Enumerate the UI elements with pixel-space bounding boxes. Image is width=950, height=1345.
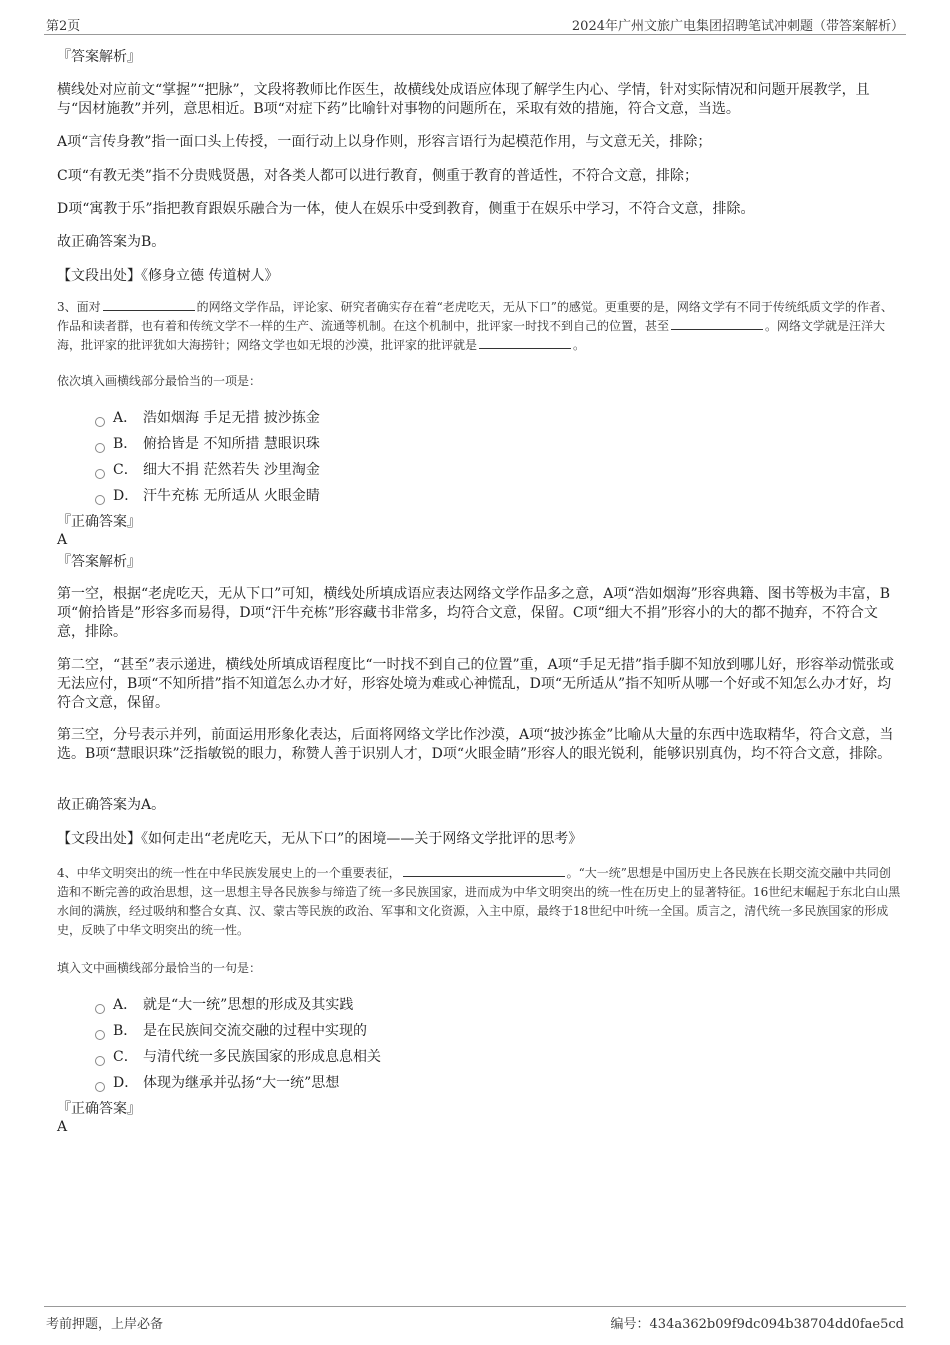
q3-blank-1 — [103, 298, 195, 311]
page-footer — [44, 1306, 906, 1332]
q3-option-c[interactable]: C． 细大不捐 茫然若失 沙里淘金 — [95, 456, 320, 482]
q2-analysis-para-2: A项“言传身教”指一面口头上传授，一面行动上以身作则，形容言语行为起模范作用，与文意无关，排除； — [57, 134, 712, 150]
q3-stem-part-1: 3、面对 — [57, 300, 101, 314]
q4-option-a[interactable]: A． 就是“大一统”思想的形成及其实践 — [95, 991, 381, 1017]
q4-prompt: 填入文中画横线部分最恰当的一句是： — [57, 961, 262, 975]
q2-conclusion: 故正确答案为B。 — [57, 234, 166, 250]
q4-answer: A — [57, 1119, 68, 1135]
option-text: 俯拾皆是 不知所措 慧眼识珠 — [143, 436, 320, 452]
q2-analysis-label: 『答案解析』 — [57, 49, 141, 65]
q4-blank — [403, 864, 565, 877]
radio-button[interactable] — [95, 443, 105, 453]
q3-source: 【文段出处】《如何走出“老虎吃天，无从下口”的困境——关于网络文学批评的思考》 — [57, 831, 583, 847]
option-text: 细大不捐 茫然若失 沙里淘金 — [143, 462, 320, 478]
q3-answer-label: 『正确答案』 — [57, 514, 141, 530]
radio-button[interactable] — [95, 1030, 105, 1040]
page-number: 第2页 — [46, 19, 81, 34]
footer-slogan: 考前押题，上岸必备 — [46, 1317, 164, 1332]
radio-button[interactable] — [95, 1004, 105, 1014]
option-text: 是在民族间交流交融的过程中实现的 — [143, 1023, 367, 1039]
q3-stem-part-3: 。网络文学就是汪洋大海，批评家的批评犹如大海捞针；网络文学也如无垠的沙漠，批评家的批评就是 — [57, 319, 886, 352]
q4-options — [95, 991, 381, 1095]
radio-button[interactable] — [95, 1082, 105, 1092]
q4-option-b[interactable]: B． 是在民族间交流交融的过程中实现的 — [95, 1017, 381, 1043]
q3-options — [95, 404, 320, 508]
q3-option-d[interactable]: D． 汗牛充栋 无所适从 火眼金睛 — [95, 482, 320, 508]
page-header — [44, 14, 906, 35]
option-text: 就是“大一统”思想的形成及其实践 — [143, 997, 354, 1013]
footer-id: 编号：434a362b09f9dc094b38704dd0fae5cd — [610, 1317, 904, 1332]
option-text: 体现为继承并弘扬“大一统”思想 — [143, 1075, 340, 1091]
q3-blank-3 — [479, 336, 571, 349]
q2-analysis-para-3: C项“有教无类”指不分贵贱贤愚，对各类人都可以进行教育，侧重于教育的普适性，不符合文意，排除； — [57, 168, 699, 184]
q3-analysis-para-3: 第三空，分号表示并列，前面运用形象化表达，后面将网络文学比作沙漠，A项“披沙拣金”比喻从大量的东西中选取精华，符合文意，当选。B项“慧眼识珠”泛指敏锐的眼力，称赞人善于识别人才，D项“火眼金睛”形容人的眼光锐利，能够识别真伪，均不符合文意，排除。 — [57, 727, 894, 762]
q3-stem-part-4: 。 — [573, 338, 586, 352]
q3-analysis-para-2: 第二空，“甚至”表示递进，横线处所填成语程度比“一时找不到自己的位置”重，A项“手足无措”指手脚不知放到哪儿好，形容举动慌张或无法应付，B项“不知所措”指不知道怎么办才好，形容处境为难或心神慌乱，D项“无所适从”指不知听从哪一个好或不知怎么办才好，均符合文意，保留。 — [57, 657, 895, 711]
q3-analysis-label: 『答案解析』 — [57, 554, 141, 570]
q3-prompt: 依次填入画横线部分最恰当的一项是： — [57, 374, 262, 388]
q4-option-c[interactable]: C． 与清代统一多民族国家的形成息息相关 — [95, 1043, 381, 1069]
q3-conclusion: 故正确答案为A。 — [57, 797, 166, 813]
radio-button[interactable] — [95, 417, 105, 427]
radio-button[interactable] — [95, 1056, 105, 1066]
q2-analysis-para-4: D项“寓教于乐”指把教育跟娱乐融合为一体，使人在娱乐中受到教育，侧重于在娱乐中学习，不符合文意，排除。 — [57, 201, 755, 217]
q3-blank-2 — [671, 317, 763, 330]
q3-option-b[interactable]: B． 俯拾皆是 不知所措 慧眼识珠 — [95, 430, 320, 456]
q4-answer-label: 『正确答案』 — [57, 1101, 141, 1117]
q2-analysis-para-1: 横线处对应前文“掌握”“把脉”，文段将教师比作医生，故横线处成语应体现了解学生内心、学情，针对实际情况和问题开展教学，且与“因材施教”并列，意思相近。B项“对症下药”比喻针对事物的问题所在，采取有效的措施，符合文意，当选。 — [57, 82, 870, 117]
radio-button[interactable] — [95, 495, 105, 505]
q3-stem-part-2: 的网络文学作品，评论家、研究者确实存在着“老虎吃天，无从下口”的感觉。更重要的是，网络文学有不同于传统纸质文学的作者、作品和读者群，也有着和传统文学不一样的生产、流通等机制。在这个机制中，批评家一时找不到自己的位置，甚至 — [57, 300, 893, 333]
q4-stem-part-2: 。“大一统”思想是中国历史上各民族在长期交流交融中共同创造和不断完善的政治思想，这一思想主导各民族参与缔造了统一多民族国家，进而成为中华文明突出的统一性在历史上的显著特征。16世纪末崛起于东北白山黑水间的满族，经过吸纳和整合女真、汉、蒙古等民族的政治、军事和文化资源，入主中原，最终于18世纪中叶统一全国。质言之，清代统一多民族国家的形成史，反映了中华文明突出的统一性。 — [57, 866, 901, 937]
option-text: 汗牛充栋 无所适从 火眼金睛 — [143, 488, 320, 504]
option-text: 与清代统一多民族国家的形成息息相关 — [143, 1049, 381, 1065]
radio-button[interactable] — [95, 469, 105, 479]
q4-stem — [57, 864, 902, 940]
q3-analysis-para-1: 第一空，根据“老虎吃天，无从下口”可知，横线处所填成语应表达网络文学作品多之意，A项“浩如烟海”形容典籍、图书等极为丰富，B项“俯拾皆是”形容多而易得，D项“汗牛充栋”形容藏书非常多，均符合文意，保留。C项“细大不捐”形容小的大的都不抛弃，不符合文意，排除。 — [57, 586, 891, 640]
q2-source: 【文段出处】《修身立德 传道树人》 — [57, 268, 279, 284]
q3-option-a[interactable]: A． 浩如烟海 手足无措 披沙拣金 — [95, 404, 320, 430]
q4-stem-part-1: 4、中华文明突出的统一性在中华民族发展史上的一个重要表征， — [57, 866, 401, 880]
q3-answer: A — [57, 532, 68, 548]
option-text: 浩如烟海 手足无措 披沙拣金 — [143, 410, 320, 426]
q3-stem — [57, 298, 902, 355]
q4-option-d[interactable]: D． 体现为继承并弘扬“大一统”思想 — [95, 1069, 381, 1095]
document-title: 2024年广州文旅广电集团招聘笔试冲刺题（带答案解析） — [571, 19, 904, 34]
